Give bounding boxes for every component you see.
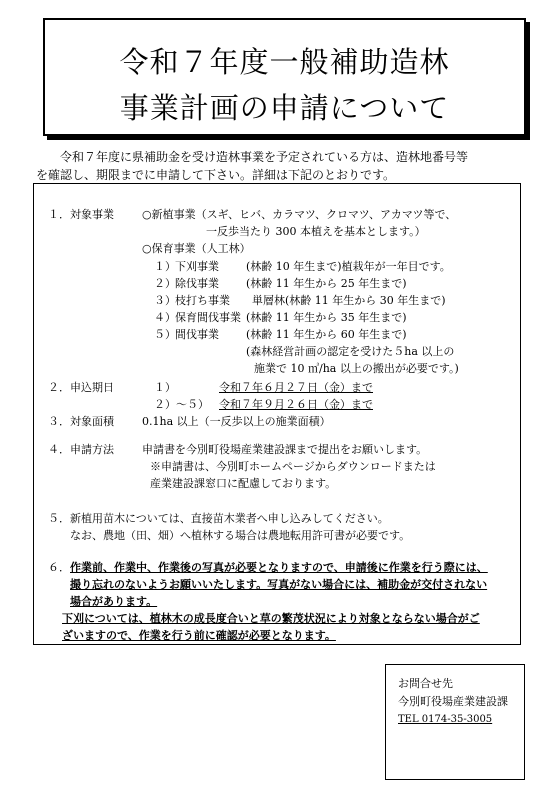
page-title-line-1: 令和７年度一般補助造林 <box>119 45 450 79</box>
item-4-num: ４） <box>154 311 176 324</box>
thinning-note-2: 施業で 10 ㎥/ha 以上の搬出が必要です。) <box>254 362 459 375</box>
contact-heading: お問合せ先 <box>398 677 453 690</box>
section-4-line-3: 産業建設課窓口に配慮しております。 <box>150 477 337 490</box>
section-5-line-1: ５．新植用苗木については、直接苗木業者へ申し込みしてください。 <box>48 512 389 525</box>
section-3-label: 対象面積 <box>70 415 114 428</box>
item-4-name: 保育間伐事業 <box>175 311 241 324</box>
contact-office: 今別町役場産業建設課 <box>398 695 508 708</box>
item-1-num: １） <box>154 260 176 273</box>
section-2-number: ２． <box>48 381 70 394</box>
contact-tel: TEL 0174-35-3005 <box>398 714 493 725</box>
section-6-line-4: 下刈については、植林木の成長度合いと草の繁茂状況により対象とならない場合がご <box>62 612 480 625</box>
item-5-cond: (林齢 11 年生から 60 年生まで) <box>246 328 407 341</box>
item-5-name: 間伐事業 <box>175 328 219 341</box>
deadline-2-date: 令和７年９月２６日（金）まで <box>219 398 373 411</box>
deadline-1-range: １） <box>154 381 176 394</box>
item-3-name: 枝打ち事業 <box>175 294 230 307</box>
section-1-number: １． <box>48 208 70 221</box>
section-6-line-1: 作業前、作業中、作業後の写真が必要となりますので、申請後に作業を行う際には、 <box>70 561 488 574</box>
item-3-cond: 単層林(林齢 11 年生から 30 年生まで) <box>252 294 446 307</box>
section-6-line-5: ざいますので、作業を行う前に確認が必要となります。 <box>62 629 336 642</box>
deadline-1-date: 令和７年６月２７日（金）まで <box>219 381 373 394</box>
contact-box <box>385 664 525 780</box>
item-2-cond: (林齢 11 年生から 25 年生まで) <box>246 277 407 290</box>
item-2-name: 除伐事業 <box>175 277 219 290</box>
planting-project-head: ○新植事業（スギ、ヒバ、カラマツ、クロマツ、アカマツ等で、 <box>142 208 457 221</box>
section-4-line-1: 申請書を今別町役場産業建設課まで提出をお願いします。 <box>142 443 428 456</box>
section-6-line-2: 撮り忘れのないようお願いいたします。写真がない場合には、補助金が交付されない <box>70 578 488 591</box>
section-4-number: ４． <box>48 443 70 456</box>
intro-line-1: 令和７年度に県補助金を受け造林事業を予定されている方は、造林地番号等 <box>60 150 469 164</box>
item-1-cond: (林齢 10 年生まで)植栽年が一年目です。 <box>246 260 451 273</box>
planting-project-cont: 一反歩当たり 300 本植えを基本とします。） <box>206 225 426 238</box>
section-2-label: 申込期日 <box>70 381 114 394</box>
item-5-num: ５） <box>154 328 176 341</box>
tending-project-head: ○保育事業（人工林） <box>142 242 251 255</box>
section-5-line-2: なお、農地（田、畑）へ植林する場合は農地転用許可書が必要です。 <box>70 529 411 542</box>
page-title-line-2: 事業計画の申請について <box>119 91 450 125</box>
intro-line-2: を確認し、期限までに申請して下さい。詳細は下記のとおりです。 <box>36 168 396 182</box>
section-1-label: 対象事業 <box>70 208 114 221</box>
section-3-value: 0.1ha 以上（一反歩以上の施業面積） <box>142 415 331 428</box>
section-6-line-3: 場合があります。 <box>70 595 158 608</box>
section-4-line-2: ※申請書は、今別町ホームページからダウンロードまたは <box>150 460 436 473</box>
title-box <box>43 18 526 136</box>
item-4-cond: (林齢 11 年生から 35 年生まで) <box>246 311 407 324</box>
section-4-label: 申請方法 <box>70 443 114 456</box>
item-1-name: 下刈事業 <box>175 260 219 273</box>
deadline-2-range: ２）～５） <box>154 398 209 411</box>
thinning-note-1: (森林経営計画の認定を受けた５ha 以上の <box>246 345 455 358</box>
item-2-num: ２） <box>154 277 176 290</box>
section-3-number: ３． <box>48 415 70 428</box>
item-3-num: ３） <box>154 294 176 307</box>
section-6-number: ６． <box>48 561 70 574</box>
details-box <box>33 183 521 645</box>
